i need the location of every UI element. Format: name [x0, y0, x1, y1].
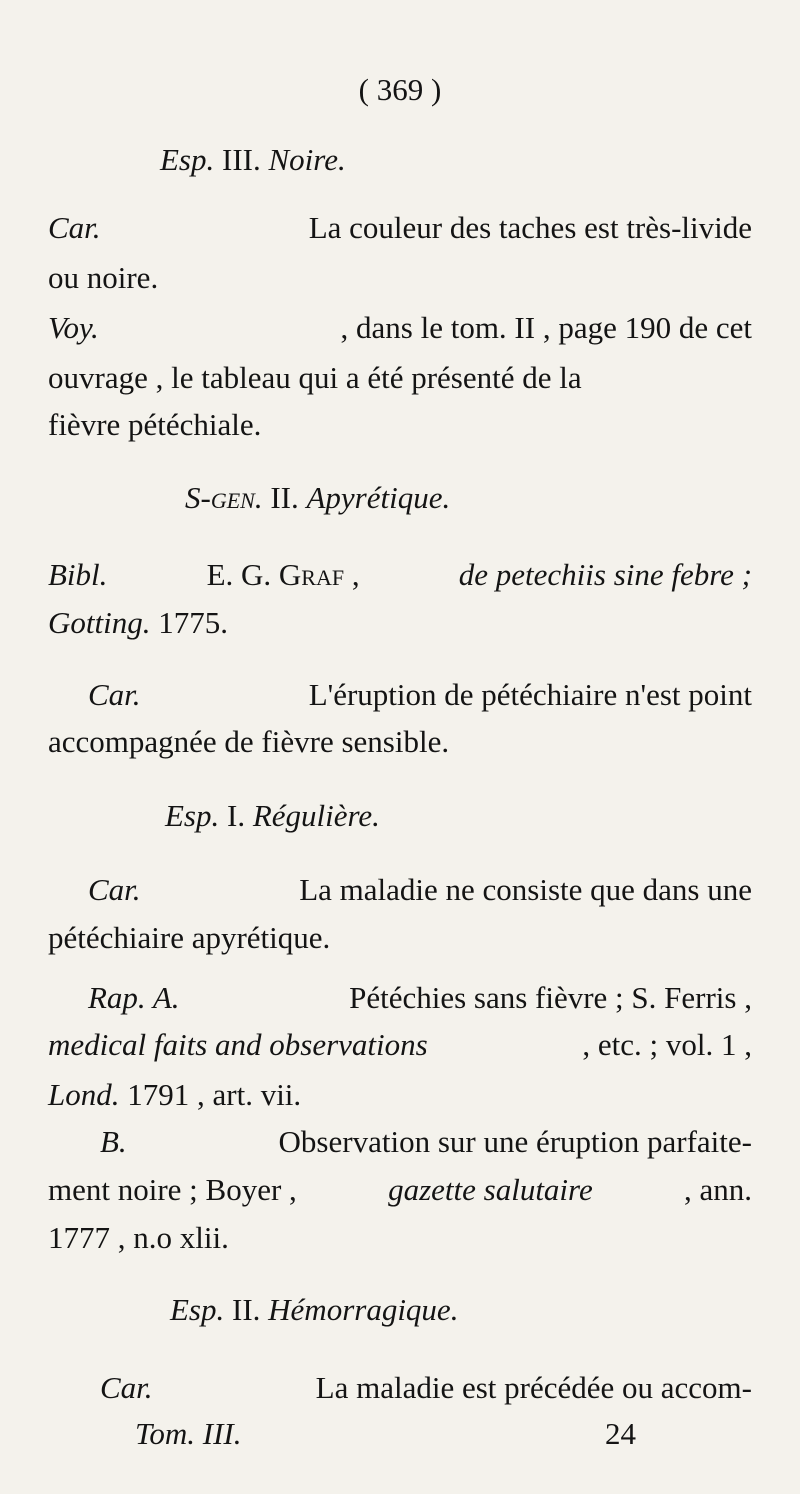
species-number: III.: [222, 142, 261, 177]
car-paragraph-line: Car. L'éruption de pétéchiaire n'est point: [88, 677, 752, 712]
rapprochement-line: B. Observation sur une éruption parfaite-: [100, 1124, 752, 1159]
car-paragraph-line: pétéchiaire apyrétique.: [48, 920, 331, 955]
page-number: ( 369 ): [358, 72, 442, 107]
car-paragraph-line: accompagnée de fièvre sensible.: [48, 724, 450, 759]
rapprochement-line: Rap. A. Pétéchies sans fièvre ; S. Ferris ,: [88, 980, 752, 1015]
species-heading-hemorragique: Esp. II. Hémorragique.: [170, 1292, 459, 1327]
species-heading-reguliere: Esp. I. Régulière.: [165, 798, 380, 833]
rapprochement-line: ment noire ; Boyer , gazette salutaire , ann.: [48, 1172, 752, 1207]
rapprochement-line: medical faits and observations , etc. ; vol. 1 ,: [48, 1027, 752, 1062]
species-heading-noire: [160, 140, 346, 180]
species-label: Esp.: [160, 142, 215, 177]
voy-paragraph-line: ouvrage , le tableau qui a été présenté de la: [48, 360, 582, 395]
rapprochement-line: 1777 , n.o xlii.: [48, 1220, 229, 1255]
car-paragraph-line: ou noire.: [48, 260, 159, 295]
footer-signature: 24: [605, 1416, 636, 1451]
bibliography-line: Gotting. 1775.: [48, 605, 228, 640]
voy-paragraph-line: Voy. , dans le tom. II , page 190 de cet: [48, 310, 752, 345]
rapprochement-line: Lond. 1791 , art. vii.: [48, 1077, 302, 1112]
subgenus-heading: S-gen. II. Apyrétique.: [185, 480, 451, 515]
bibliography-line: Bibl. E. G. Graf , de petechiis sine febre ;: [48, 557, 752, 592]
voy-paragraph-line: fièvre pétéchiale.: [48, 407, 262, 442]
species-name: Noire.: [268, 142, 346, 177]
footer-volume: Tom. III.: [135, 1416, 242, 1451]
car-paragraph-line: Car. La couleur des taches est très-livide: [48, 210, 752, 245]
car-paragraph-line: Car. La maladie ne consiste que dans une: [88, 872, 752, 907]
car-paragraph-line: Car. La maladie est précédée ou accom-: [100, 1370, 752, 1405]
